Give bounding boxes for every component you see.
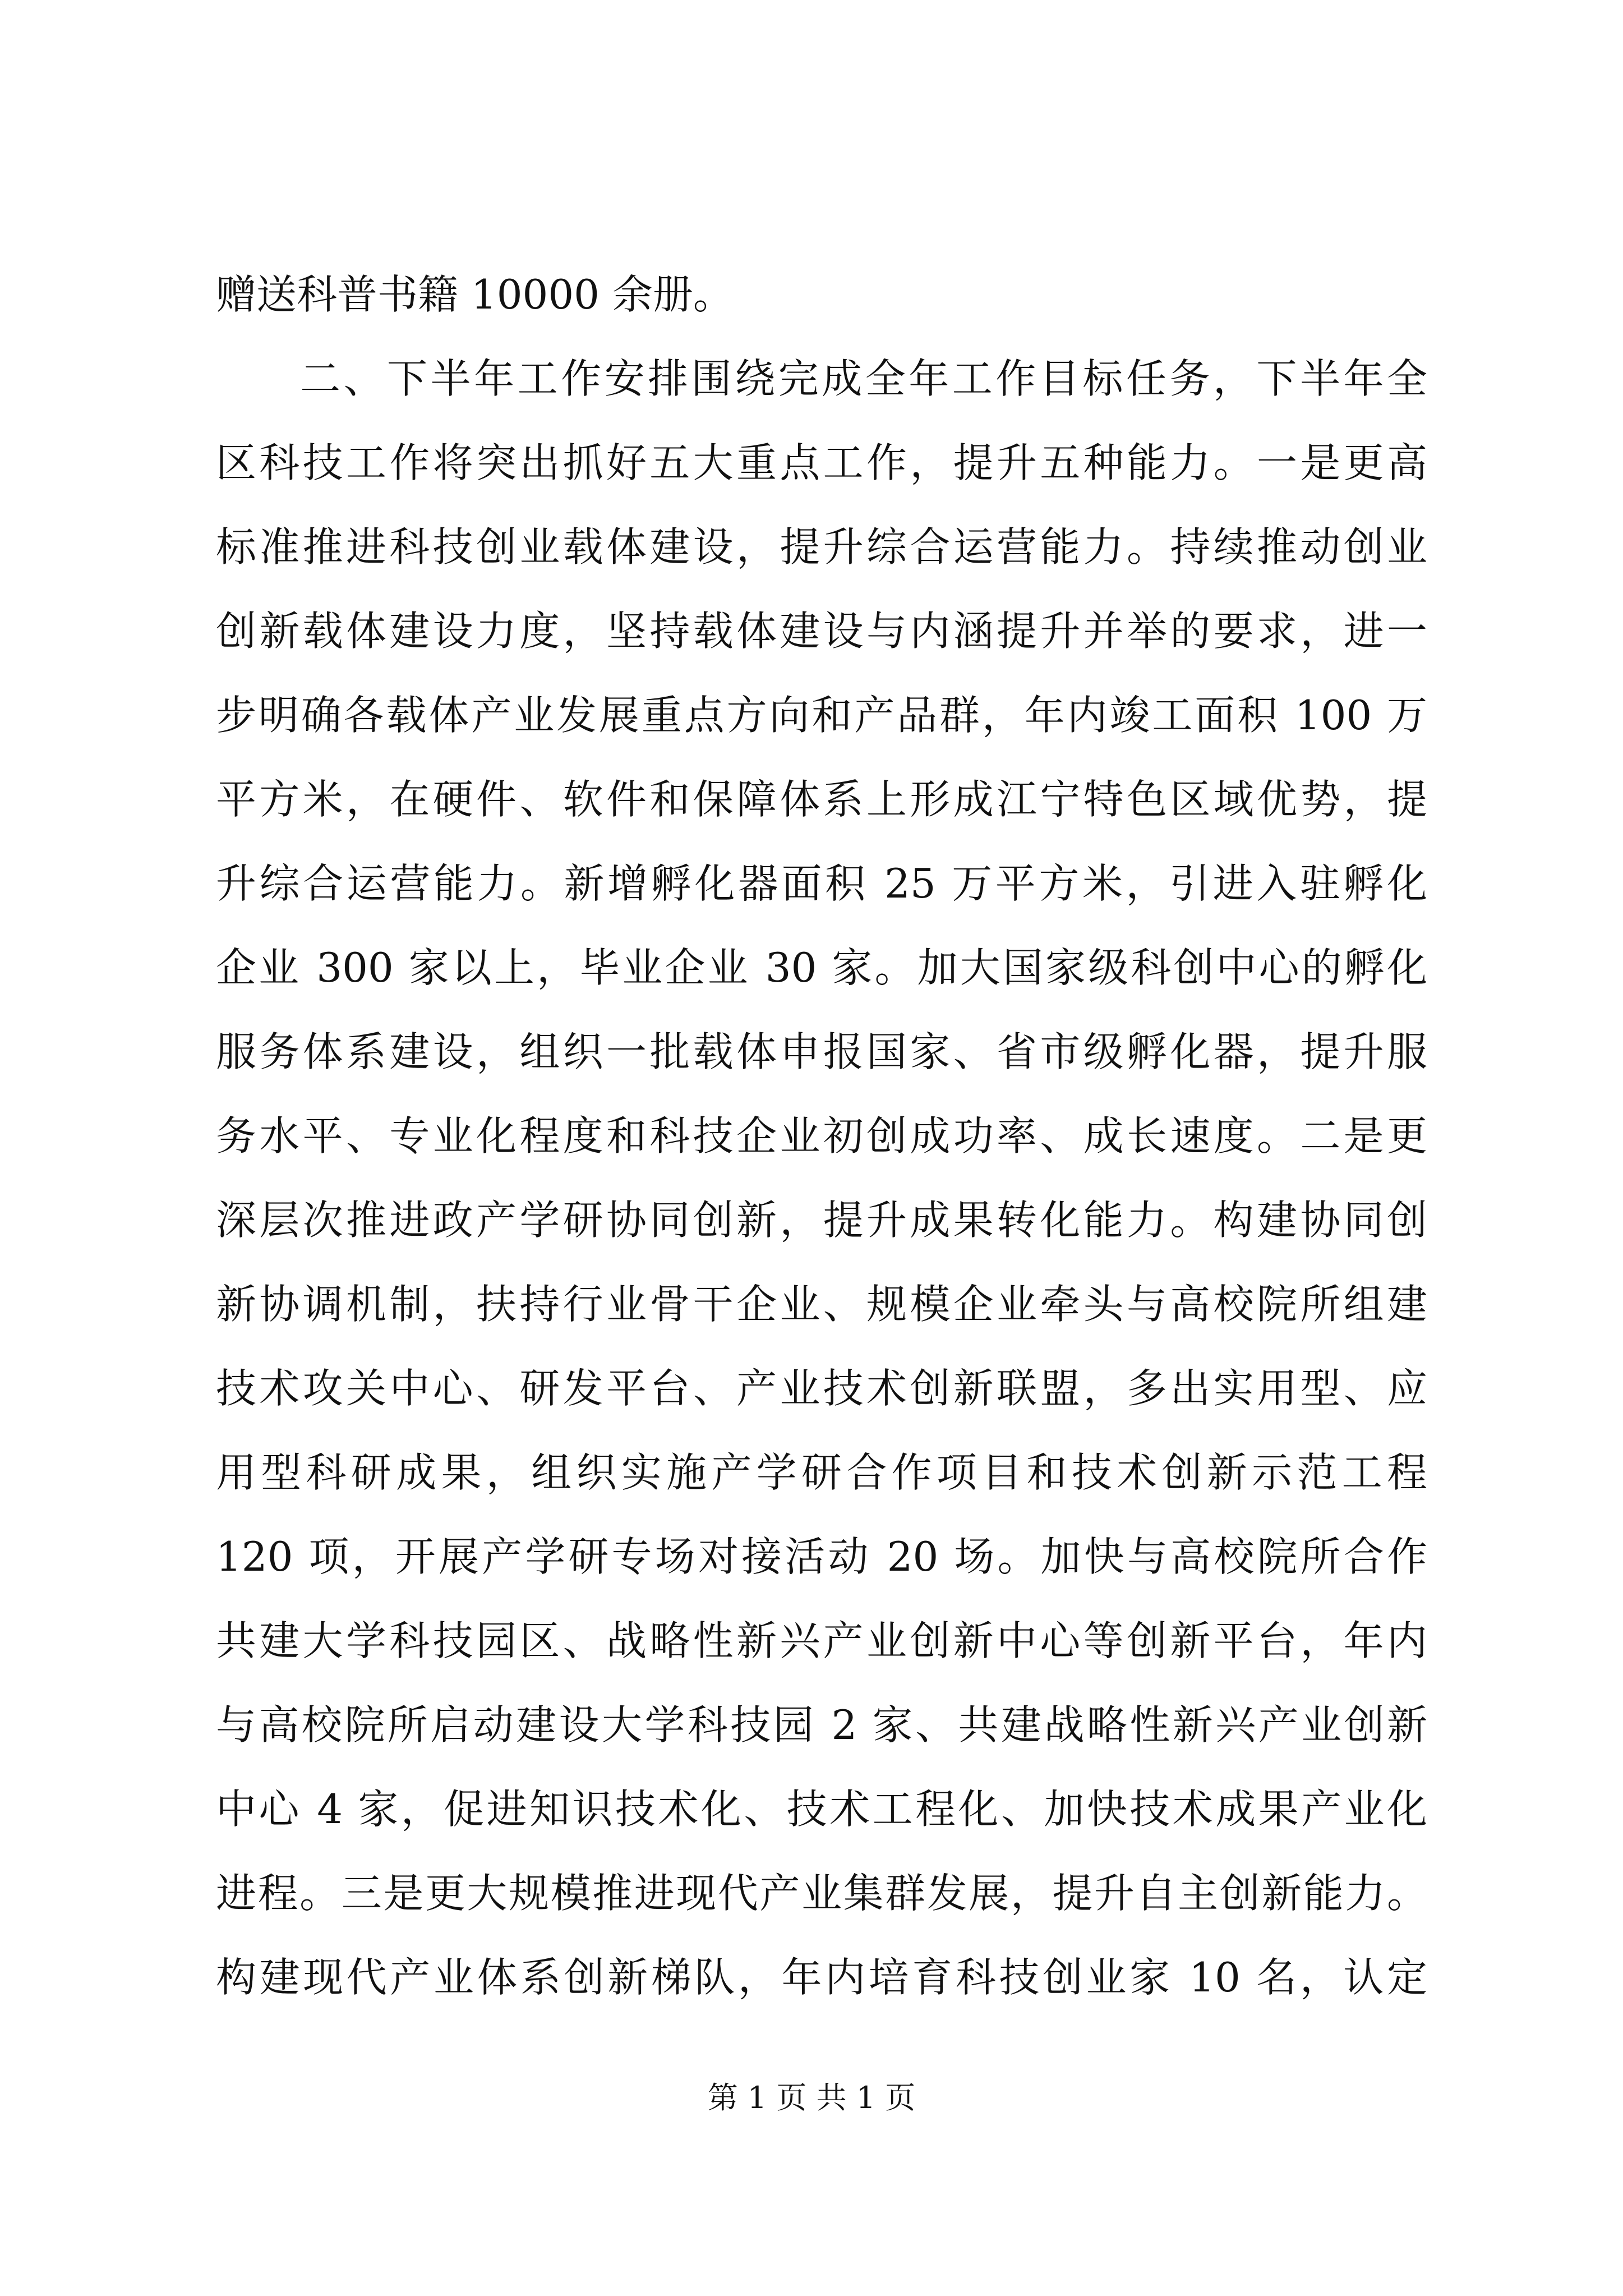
text-line: 共建大学科技园区、战略性新兴产业创新中心等创新平台，年内	[216, 1617, 1427, 1664]
text-line: 构建现代产业体系创新梯队，年内培育科技创业家 10 名，认定	[216, 1954, 1427, 2001]
text-line: 二、下半年工作安排围绕完成全年工作目标任务，下半年全	[300, 355, 1427, 402]
page-number-footer: 第 1 页 共 1 页	[707, 2080, 916, 2115]
text-line: 步明确各载体产业发展重点方向和产品群，年内竣工面积 100 万	[216, 692, 1427, 739]
text-line: 升综合运营能力。新增孵化器面积 25 万平方米，引进入驻孵化	[216, 860, 1427, 907]
text-line: 技术攻关中心、研发平台、产业技术创新联盟，多出实用型、应	[216, 1365, 1427, 1412]
text-line: 赠送科普书籍 10000 余册。	[216, 271, 734, 318]
text-line: 深层次推进政产学研协同创新，提升成果转化能力。构建协同创	[216, 1197, 1427, 1244]
text-line: 企业 300 家以上，毕业企业 30 家。加大国家级科创中心的孵化	[216, 944, 1427, 991]
text-line: 中心 4 家，促进知识技术化、技术工程化、加快技术成果产业化	[216, 1786, 1427, 1833]
text-line: 创新载体建设力度，坚持载体建设与内涵提升并举的要求，进一	[216, 608, 1427, 655]
text-line: 服务体系建设，组织一批载体申报国家、省市级孵化器，提升服	[216, 1028, 1427, 1075]
text-line: 新协调机制，扶持行业骨干企业、规模企业牵头与高校院所组建	[216, 1281, 1427, 1328]
text-line: 标准推进科技创业载体建设，提升综合运营能力。持续推动创业	[216, 523, 1427, 570]
body-text	[216, 252, 1427, 2019]
text-line: 平方米，在硬件、软件和保障体系上形成江宁特色区域优势，提	[216, 776, 1427, 823]
text-line: 进程。三是更大规模推进现代产业集群发展，提升自主创新能力。	[216, 1870, 1427, 1917]
text-line: 120 项，开展产学研专场对接活动 20 场。加快与高校院所合作	[216, 1533, 1427, 1580]
text-line: 务水平、专业化程度和科技企业初创成功率、成长速度。二是更	[216, 1112, 1427, 1159]
text-line: 区科技工作将突出抓好五大重点工作，提升五种能力。一是更高	[216, 439, 1427, 486]
text-line: 用型科研成果，组织实施产学研合作项目和技术创新示范工程	[216, 1449, 1427, 1496]
text-line: 与高校院所启动建设大学科技园 2 家、共建战略性新兴产业创新	[216, 1701, 1427, 1749]
